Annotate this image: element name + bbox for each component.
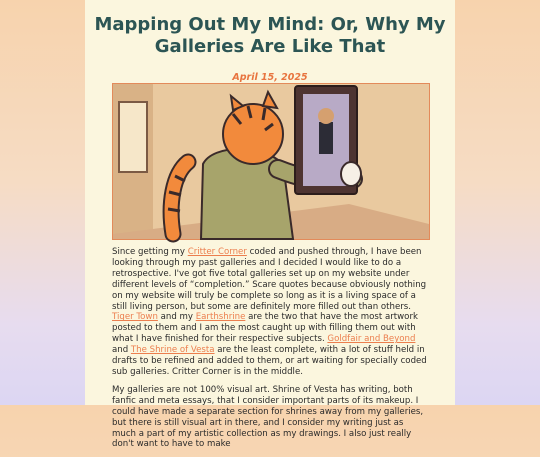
link-goldfair-and-beyond[interactable]: Goldfair and Beyond (327, 334, 416, 345)
body-paragraph (112, 247, 430, 378)
post-body (112, 247, 430, 457)
post-title: Mapping Out My Mind: Or, Why My Galleries Are Like That (94, 14, 446, 57)
link-earthshrine[interactable]: Earthshrine (195, 312, 246, 323)
link-shrine-of-vesta[interactable]: The Shrine of Vesta (130, 345, 215, 356)
header-illustration (112, 83, 430, 240)
blog-post (85, 0, 455, 450)
body-text: and (112, 345, 131, 356)
body-paragraph: My galleries are not 100% visual art. Shrine of Vesta has writing, both fanfic and meta essays, that I consider important parts of its makeup. I could have made a separate section for shrines away from my galleries, but there is still visual art in there, and I consider my writing just as much a part of my artistic collection as my drawings. I also just really don't want to have to make (112, 384, 424, 450)
link-critter-corner[interactable]: Critter Corner (187, 247, 247, 257)
link-tiger-town[interactable]: Tiger Town (112, 312, 158, 323)
body-text: coded and pushed through, I have been looking through my past galleries and I decided I would like to do a retrospective. I've got five total galleries set up on my website under different levels of “completion.” Scare quotes because obviously nothing on my website will truly be complete so long as it is a living space of a still living person, but some are definitely more filled out than others. (112, 247, 427, 312)
tiger-with-mirror-illustration (113, 84, 429, 239)
body-text: are the two that have the most artwork posted to them and I am the most caught up with filling them out with what I have finished for their respective subjects. (112, 312, 418, 345)
body-text: are the least complete, with a lot of stuff held in drafts to be refined and added to them, or art waiting for specially coded sub galleries. Critter Corner is in the middle. (112, 345, 427, 377)
body-text: Since getting my (112, 247, 188, 257)
body-text: and my (157, 312, 196, 323)
post-date: April 15, 2025 (232, 72, 308, 83)
